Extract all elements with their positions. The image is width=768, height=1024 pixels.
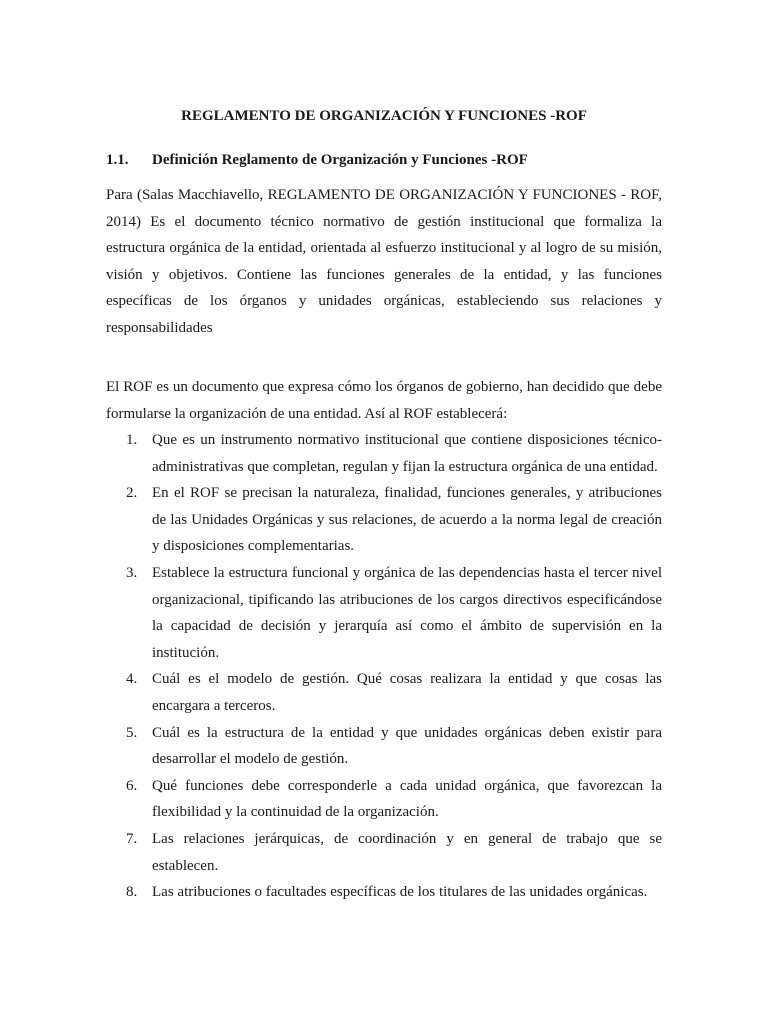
section-number: 1.1. xyxy=(106,152,129,168)
list-marker: 5. xyxy=(126,724,138,741)
list-item xyxy=(126,480,662,560)
document-title: REGLAMENTO DE ORGANIZACIÓN Y FUNCIONES -ROF xyxy=(181,108,587,124)
list-item xyxy=(126,427,662,480)
rof-establishes-list xyxy=(126,427,662,906)
rof-intro-paragraph: El ROF es un documento que expresa cómo los órganos de gobierno, han decidido que debe formularse la organización de una entidad. Así al ROF establecerá: xyxy=(106,379,662,422)
list-item-text: Las atribuciones o facultades específicas de los titulares de las unidades orgánicas. xyxy=(152,884,648,901)
list-marker: 2. xyxy=(126,485,138,502)
list-marker: 8. xyxy=(126,884,138,901)
section-heading-text: Definición Reglamento de Organización y Funciones -ROF xyxy=(152,152,528,168)
list-marker: 7. xyxy=(126,830,138,847)
list-item-text: Que es un instrumento normativo institucional que contiene disposiciones técnico-administrativas que completan, regulan y fijan la estructura orgánica de una entidad. xyxy=(152,432,662,475)
list-item-text: Las relaciones jerárquicas, de coordinación y en general de trabajo que se establecen. xyxy=(152,830,662,874)
list-marker: 4. xyxy=(126,671,138,688)
definition-paragraph: Para (Salas Macchiavello, REGLAMENTO DE ORGANIZACIÓN Y FUNCIONES - ROF, 2014) Es el documento técnico normativo de gestión institucional que formaliza la estructura orgánica de la entidad, orientada al esfuerzo institucional y al logro de su misión, visión y objetivos. Contiene las funciones generales de la entidad, y las funciones específicas de los órganos y unidades orgánicas, estableciendo sus relaciones y responsabilidades xyxy=(106,187,662,336)
list-item xyxy=(126,773,662,826)
list-item-text: En el ROF se precisan la naturaleza, finalidad, funciones generales, y atribuciones de las Unidades Orgánicas y sus relaciones, de acuerdo a la norma legal de creación y disposiciones complementarias. xyxy=(152,485,662,555)
list-item-text: Establece la estructura funcional y orgánica de las dependencias hasta el tercer nivel organizacional, tipificando las atribuciones de los cargos directivos especificándose la capacidad de decisión y jerarquía así como el ámbito de supervisión en la institución. xyxy=(152,564,662,661)
section-heading xyxy=(106,148,666,172)
list-item-text: Cuál es la estructura de la entidad y que unidades orgánicas deben existir para desarrollar el modelo de gestión. xyxy=(152,724,662,768)
list-item xyxy=(126,879,662,906)
list-marker: 6. xyxy=(126,777,138,794)
list-item xyxy=(126,560,662,666)
list-marker: 1. xyxy=(126,432,138,448)
list-item-text: Qué funciones debe corresponderle a cada unidad orgánica, que favorezcan la flexibilidad y la continuidad de la organización. xyxy=(152,777,662,821)
list-marker: 3. xyxy=(126,564,138,581)
list-item xyxy=(126,720,662,773)
list-item xyxy=(126,826,662,879)
list-item-text: Cuál es el modelo de gestión. Qué cosas realizara la entidad y que cosas las encargara a terceros. xyxy=(152,671,662,714)
list-item xyxy=(126,666,662,719)
